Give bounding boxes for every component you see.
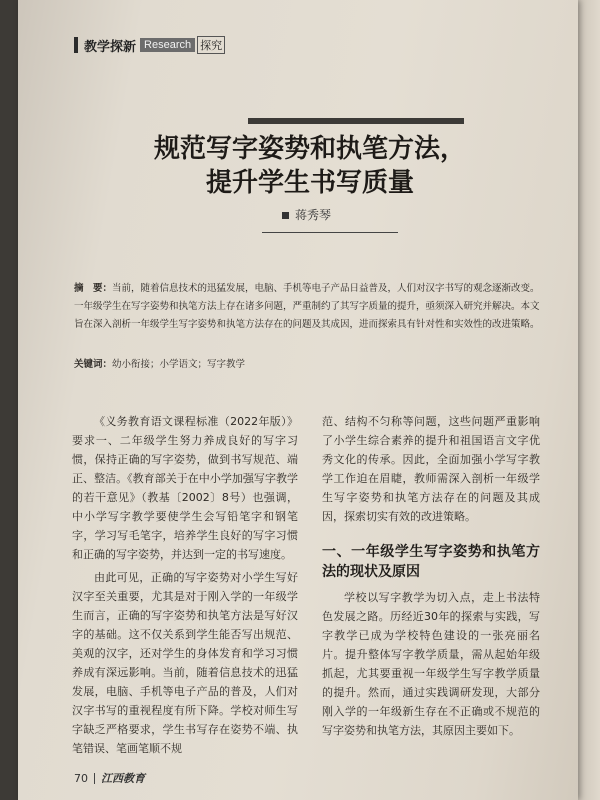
footer-divider [94,773,95,784]
body-left-column [72,412,298,762]
abstract [74,280,540,334]
header-section-tag: 探究 [197,36,225,54]
body-paragraph: 学校以写字教学为切入点，走上书法特色发展之路。历经近30年的探索与实践，写字教学已成为学校特色建设的一张亮丽名片。提升整体写字教学质量，需从起始年级抓起，尤其要重视一年级学生写字教学质量的提升。然而，通过实践调研发现，大部分刚入学的一年级新生存在不正确或不规范的写字姿势和执笔方法，其原因主要如下。 [322,591,540,737]
article-title [120,132,500,200]
keywords [74,356,540,374]
title-line-1: 规范写字姿势和执笔方法， [153,134,466,164]
body-paragraph: 《义务教育语文课程标准（2022年版）》要求一、二年级学生努力养成良好的写字习惯，保持正确的写字姿势，做到书写规范、端正、整洁。《教育部关于在中小学加强写字教学的若干意见》（教基〔2002〕8号）也强调，中小学写字教学要使学生会写铅笔字和钢笔字，学习写毛笔字，培养学生良好的写字习惯和正确的写字姿势，并达到一定的书写速度。 [72,415,298,561]
abstract-label: 摘 要： [74,283,113,294]
title-line-2: 提升学生书写质量 [205,168,414,198]
section-header [74,36,225,54]
keywords-label: 关键词： [74,359,113,370]
header-section-english: Research [140,38,195,52]
body-right-column [322,412,540,744]
title-top-rule [248,118,464,124]
page-number: 70 [74,771,88,785]
keywords-text: 幼小衔接；小学语文；写字教学 [112,359,246,370]
page-footer [74,770,145,786]
header-bar-mark [74,37,78,53]
author-rule [262,232,398,233]
body-paragraph: 范、结构不匀称等问题，这些问题严重影响了小学生综合素养的提升和祖国语言文字优秀文化的传承。因此，全面加强小学写字教学工作迫在眉睫，教师需深入剖析一年级学生写字姿势和执笔方法存在的问题及其成因，探索切实有效的改进策略。 [322,415,540,523]
magazine-logo: 江西教育 [101,772,145,785]
section-heading: 一、一年级学生写字姿势和执笔方法的现状及原因 [322,544,540,580]
author-name: 蒋秀琴 [295,208,332,222]
author-square-icon [282,212,289,219]
body-paragraph: 由此可见，正确的写字姿势对小学生写好汉字至关重要，尤其是对于刚入学的一年级学生而言，正确的写字姿势和执笔方法是写好汉字的基础。这不仅关系到学生能否写出规范、美观的汉字，还对学生的身体发育和学习习惯养成有深远影响。当前，随着信息技术的迅猛发展，电脑、手机等电子产品的普及，人们对汉字书写的重视程度有所下降。学校对师生写字缺乏严格要求，学生书写存在姿势不端、执笔错误、笔画笔顺不规 [72,571,298,755]
header-section-name: 教学探新 [84,39,137,55]
abstract-text: 当前，随着信息技术的迅猛发展，电脑、手机等电子产品日益普及，人们对汉字书写的观念逐渐改变。一年级学生在写字姿势和执笔方法上存在诸多问题，严重制约了其写字质量的提升，亟须深入研究并解决。本文旨在深入剖析一年级学生写字姿势和执笔方法存在的问题及其成因，进而探索具有针对性和实效性的改进策略。 [74,283,540,330]
article-author [282,206,331,223]
